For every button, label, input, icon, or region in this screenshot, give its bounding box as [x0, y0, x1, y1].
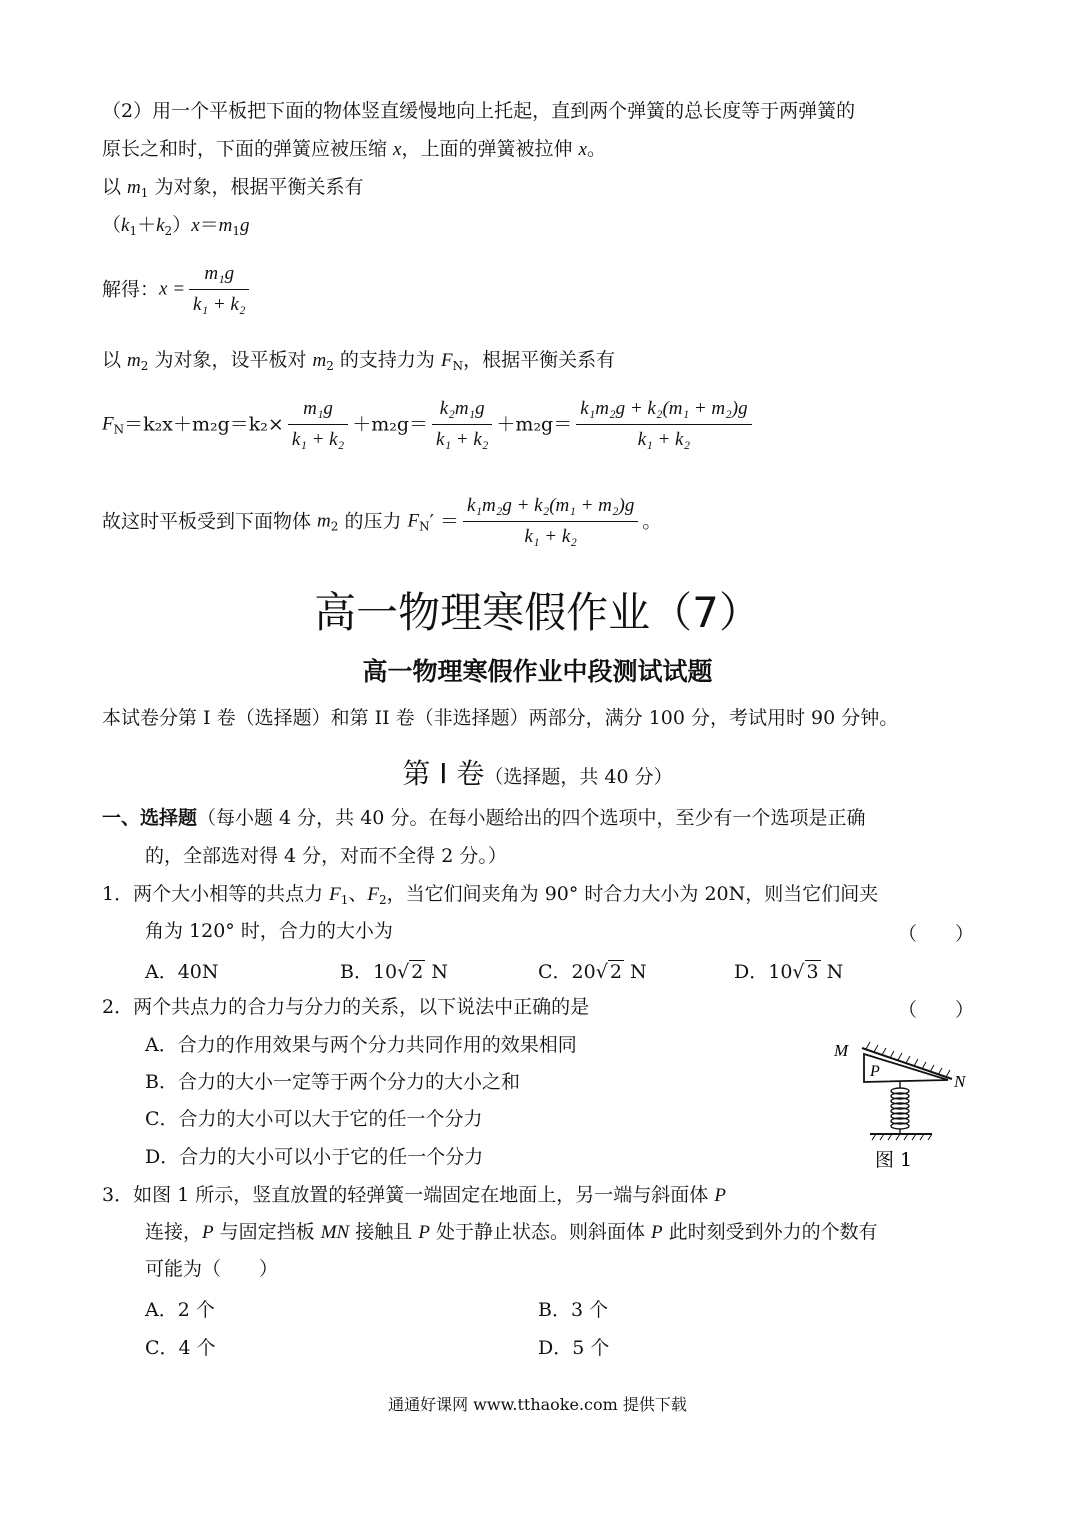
q1-option-b: B．10√ 2 N	[340, 961, 449, 983]
q2-option-b: B．合力的大小一定等于两个分力的大小之和	[145, 1071, 520, 1093]
solution-line-1: （2）用一个平板把下面的物体竖直缓慢地向上托起，直到两个弹簧的总长度等于两弹簧的	[102, 100, 856, 122]
part-one-heading-line2: 的，全部选对得 4 分，对而不全得 2 分。）	[145, 845, 507, 867]
q1-option-d: D．10√ 3 N	[734, 961, 844, 983]
page-footer: 通通好课网 www.tthaoke.com 提供下载	[388, 1395, 687, 1414]
q3-option-c: C．4 个	[145, 1337, 216, 1359]
solution-m2-intro: 以 $m_2$ 为对象，设平板对 $m_2$ 的支持力为 $F_N$，根据平衡关系有	[102, 349, 616, 373]
label-n: N	[954, 1072, 966, 1091]
q2-stem: 2．两个共点力的合力与分力的关系，以下说法中正确的是	[102, 996, 590, 1018]
exam-intro: 本试卷分第 I 卷（选择题）和第 II 卷（非选择题）两部分，满分 100 分，考试用时 90 分钟。	[102, 707, 899, 729]
q1-answer-blank: （ ）	[898, 923, 975, 945]
q3-option-b: B．3 个	[538, 1299, 609, 1321]
solution-line-2: 原长之和时，下面的弹簧应被压缩 x，上面的弹簧被拉伸 x。	[102, 138, 606, 160]
fraction-fn-3: $\frac{\text{k₁m₂g + k₂(m₁ + m₂)g}}{\text{k₁ + k₂}}$	[576, 397, 751, 452]
part-one-heading: 一、选择题（每小题 4 分，共 40 分。在每小题给出的四个选项中，至少有一个选项是正确	[102, 807, 866, 829]
q1-stem-line2: 角为 120° 时，合力的大小为	[145, 920, 393, 942]
fraction-x: $\frac{\text{m₁g}}{\text{k₁ + k₂}}$	[189, 262, 249, 317]
figure-caption: 图 1	[875, 1149, 913, 1171]
label-m: M	[834, 1041, 849, 1060]
q3-stem: 3．如图 1 所示，竖直放置的轻弹簧一端固定在地面上，另一端与斜面体 P	[102, 1184, 726, 1206]
q2-answer-blank: （ ）	[898, 999, 975, 1021]
equation-fn: $F_N=k_2x+m_2g=k_2\times$ $\frac{\text{m₁g}}{\text{k₁ + k₂}}$ ＋m₂g＝ $\frac{\text{k₂m₁g}}{\text{k₁ + k₂}}$ ＋m₂g＝ $\frac{\text{k₁m₂g + k₂(m₁ + m₂)g}}{\text{k₁ + k₂}}$	[102, 397, 756, 452]
section-heading: 第 I 卷（选择题，共 40 分）	[402, 757, 673, 790]
q2-option-a: A．合力的作用效果与两个分力共同作用的效果相同	[145, 1034, 577, 1056]
q2-option-d: D．合力的大小可以小于它的任一个分力	[145, 1146, 484, 1168]
q3-stem-line3: 可能为（ ）	[145, 1258, 279, 1280]
fraction-fn-2: $\frac{\text{k₂m₁g}}{\text{k₁ + k₂}}$	[432, 397, 492, 452]
fraction-conclusion: $\frac{\text{k₁m₂g + k₂(m₁ + m₂)g}}{\text{k₁ + k₂}}$	[463, 494, 638, 549]
solution-conclusion: 故这时平板受到下面物体 $m_2$ 的压力 $F_N'$ ＝ $\frac{\text{k₁m₂g + k₂(m₁ + m₂)g}}{\text{k₁ + k₂}}$ 。	[102, 495, 662, 547]
q1-stem: 1．两个大小相等的共点力 $F_1$、$F_2$，当它们间夹角为 90° 时合力大小为 20N，则当它们间夹	[102, 883, 879, 907]
q1-option-a: A．40N	[145, 961, 219, 983]
equation-1: $(k_1+k_2)x=m_1g$	[102, 214, 250, 238]
q1-option-c: C．20√ 2 N	[538, 961, 647, 983]
spring	[891, 1082, 909, 1134]
solution-m1-intro: 以 $m_1$ 为对象，根据平衡关系有	[102, 176, 364, 200]
fraction-fn-1: $\frac{\text{m₁g}}{\text{k₁ + k₂}}$	[288, 397, 348, 452]
page-subtitle: 高一物理寒假作业中段测试试题	[362, 657, 713, 686]
q3-option-a: A．2 个	[145, 1299, 215, 1321]
page-title: 高一物理寒假作业（7）	[314, 588, 761, 637]
solve-equation: 解得：x = $\frac{\text{m₁g}}{\text{k₁ + k₂}}$	[102, 262, 253, 317]
figure-1-spring-incline	[830, 1030, 980, 1175]
q3-stem-line2: 连接，P 与固定挡板 MN 接触且 P 处于静止状态。则斜面体 P 此时刻受到外力的个数有	[145, 1221, 878, 1243]
q3-option-d: D．5 个	[538, 1337, 610, 1359]
q2-option-c: C．合力的大小可以大于它的任一个分力	[145, 1108, 483, 1130]
label-p: P	[870, 1063, 880, 1080]
